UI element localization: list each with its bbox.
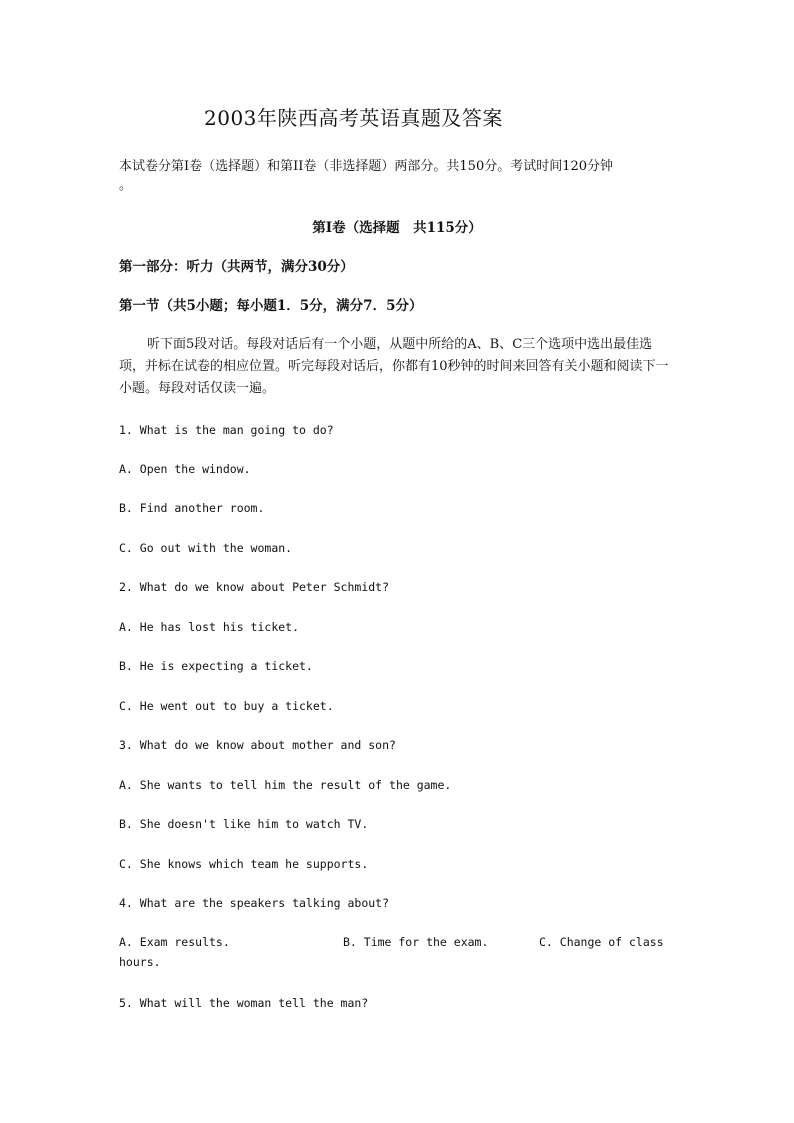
section-title: 第Ⅰ卷（选择题 共115分） [312, 220, 482, 236]
question-1-stem: 1. What is the man going to do? [119, 423, 334, 437]
question-4-option-a: A. Exam results. [119, 935, 230, 949]
question-2-option-a: A. He has lost his ticket. [119, 620, 300, 634]
question-2-stem: 2. What do we know about Peter Schmidt? [119, 580, 390, 594]
question-3-option-a: A. She wants to tell him the result of the game. [119, 778, 452, 792]
intro-line-end: 。 [119, 178, 133, 193]
part1-heading: 第一部分：听力（共两节，满分30分） [119, 259, 354, 275]
question-3-option-c: C. She knows which team he supports. [119, 857, 369, 871]
section1-heading: 第一节（共5小题；每小题1．5分，满分7．5分） [119, 298, 423, 314]
question-4-option-c-continued: hours. [119, 955, 161, 969]
question-3-stem: 3. What do we know about mother and son? [119, 738, 396, 752]
question-4-stem: 4. What are the speakers talking about? [119, 896, 390, 910]
question-1-option-b: B. Find another room. [119, 501, 265, 515]
question-4-options [119, 932, 679, 972]
instructions-paragraph: 听下面5段对话。每段对话后有一个小题，从题中所给的A、B、C三个选项中选出最佳选项，并标在试卷的相应位置。听完每段对话后，你都有10秒钟的时间来回答有关小题和阅读下一小题。每段对话仅读一遍。 [119, 337, 669, 396]
intro-paragraph [119, 156, 679, 194]
question-2-option-b: B. He is expecting a ticket. [119, 659, 313, 673]
question-1-option-c: C. Go out with the woman. [119, 541, 293, 555]
question-3-option-b: B. She doesn't like him to watch TV. [119, 817, 369, 831]
question-4-option-c: C. Change of class [539, 935, 664, 949]
question-5-stem: 5. What will the woman tell the man? [119, 996, 369, 1010]
question-1-option-a: A. Open the window. [119, 462, 251, 476]
question-4-option-b: B. Time for the exam. [343, 935, 489, 949]
document-title: 2003年陕西高考英语真题及答案 [204, 106, 503, 130]
question-2-option-c: C. He went out to buy a ticket. [119, 699, 334, 713]
intro-line: 本试卷分第Ⅰ卷（选择题）和第II卷（非选择题）两部分。共150分。考试时间120分钟 [119, 159, 614, 174]
